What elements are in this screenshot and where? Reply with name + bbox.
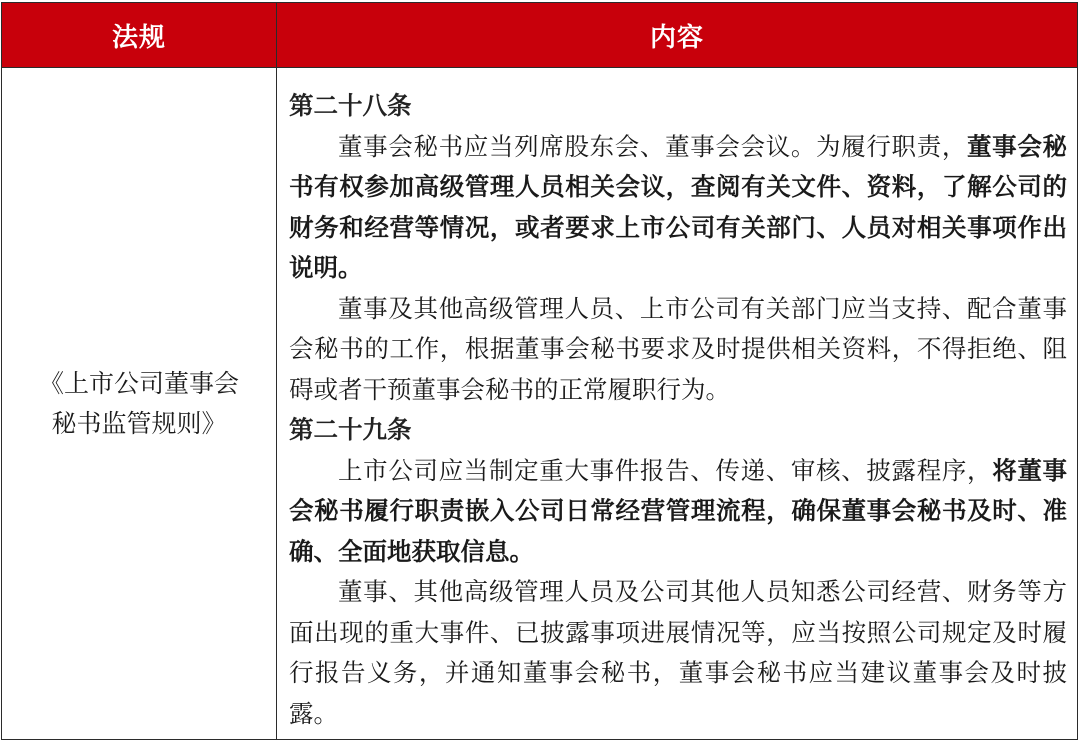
article-28-title: 第二十八条 bbox=[289, 91, 412, 120]
article-28-paragraph-1 bbox=[289, 127, 1067, 289]
article-29-p1-bold: 将董事会秘书履行职责嵌入公司日常经营管理流程，确保董事会秘书及时、准确、全面地获取信息。 bbox=[289, 455, 1068, 566]
content-cell bbox=[277, 67, 1077, 739]
article-29-paragraph-1 bbox=[289, 451, 1067, 573]
regulation-table bbox=[1, 2, 1078, 740]
law-name-line1: 《上市公司董事会 bbox=[38, 368, 239, 398]
article-29-p1-normal: 上市公司应当制定重大事件报告、传递、审核、披露程序， bbox=[338, 455, 993, 485]
header-content: 内容 bbox=[277, 3, 1077, 67]
law-name bbox=[39, 364, 239, 444]
law-name-cell bbox=[2, 67, 277, 739]
article-28-p1-normal: 董事会秘书应当列席股东会、董事会会议。为履行职责， bbox=[338, 131, 968, 161]
header-regulation: 法规 bbox=[2, 3, 277, 67]
article-28-paragraph-2: 董事及其他高级管理人员、上市公司有关部门应当支持、配合董事会秘书的工作，根据董事会秘书要求及时提供相关资料，不得拒绝、阻碍或者干预董事会秘书的正常履职行为。 bbox=[289, 293, 1067, 404]
article-29-paragraph-2: 董事、其他高级管理人员及公司其他人员知悉公司经营、财务等方面出现的重大事件、已披露事项进展情况等，应当按照公司规定及时履行报告义务，并通知董事会秘书，董事会秘书应当建议董事会及时披露。 bbox=[289, 577, 1067, 728]
article-28-p1-bold: 董事会秘书有权参加高级管理人员相关会议，查阅有关文件、资料，了解公司的财务和经营等情况，或者要求上市公司有关部门、人员对相关事项作出说明。 bbox=[289, 131, 1067, 282]
law-name-line2: 秘书监管规则》 bbox=[51, 408, 227, 438]
article-29-title: 第二十九条 bbox=[289, 415, 412, 444]
